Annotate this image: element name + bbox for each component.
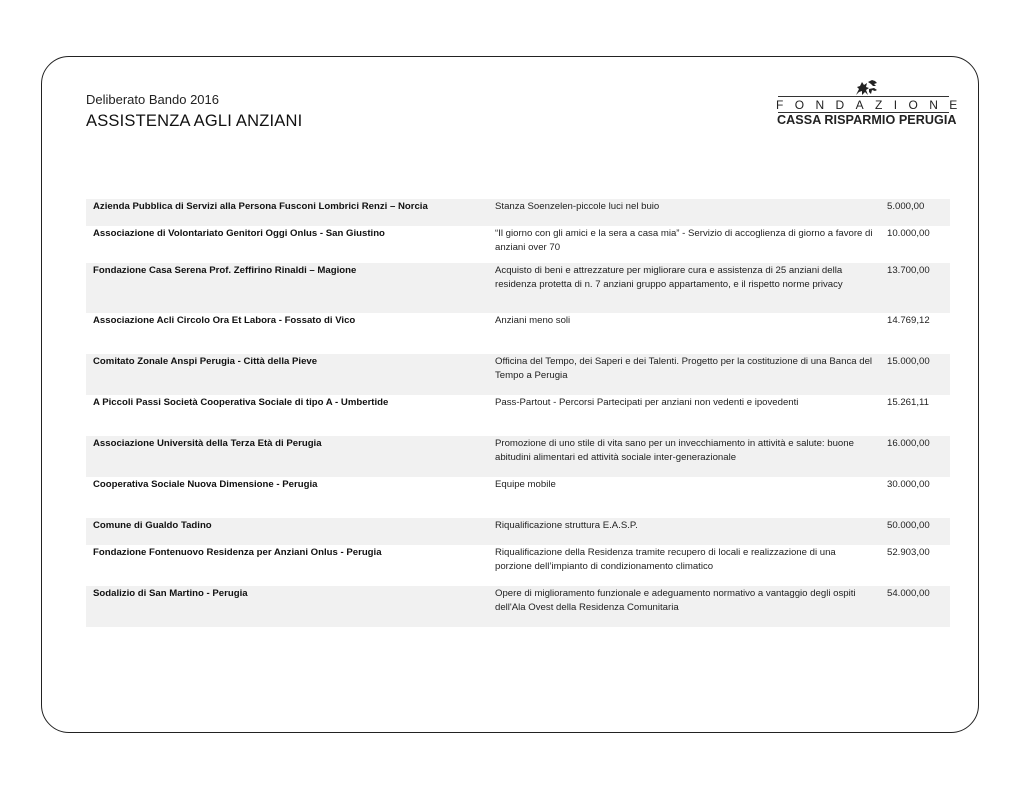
grant-project: Officina del Tempo, dei Saperi e dei Talenti. Progetto per la costituzione di una Banca del Tempo a Perugia [495,356,873,381]
grant-project: Riqualificazione della Residenza tramite recupero di locali e realizzazione di una porzione dell’impianto di condizionamento climatico [495,547,836,572]
logo-word: FONDAZIONE [776,98,969,112]
grant-amount: 54.000,00 [887,588,930,599]
foundation-logo [776,80,969,130]
grant-project: Promozione di uno stile di vita sano per un invecchiamento in attività e salute: buone abitudini alimentari ed attività sociale inter-generazionale [495,438,854,463]
logo-rule-top [778,96,949,97]
grant-project: Equipe mobile [495,479,556,490]
table-row [86,436,950,477]
table-row [86,199,950,226]
table-row [86,545,950,586]
grant-amount: 15.000,00 [887,356,930,367]
grant-organization: A Piccoli Passi Società Cooperativa Sociale di tipo A - Umbertide [93,397,389,408]
grant-amount: 52.903,00 [887,547,930,558]
grant-project: Pass-Partout - Percorsi Partecipati per anziani non vedenti e ipovedenti [495,397,799,408]
grants-table [86,199,950,627]
table-row [86,518,950,545]
table-row [86,395,950,436]
grant-amount: 14.769,12 [887,315,930,326]
grant-organization: Associazione Acli Circolo Ora Et Labora - Fossato di Vico [93,315,356,326]
table-row [86,477,950,518]
page-heading [86,92,302,132]
grant-project: Anziani meno soli [495,315,571,326]
table-row [86,226,950,263]
table-row [86,586,950,627]
grant-organization: Azienda Pubblica di Servizi alla Persona Fusconi Lombrici Renzi – Norcia [93,201,428,212]
grant-amount: 30.000,00 [887,479,930,490]
grant-organization: Comitato Zonale Anspi Perugia - Città della Pieve [93,356,318,367]
grant-organization: Associazione Università della Terza Età di Perugia [93,438,322,449]
table-row [86,354,950,395]
griffin-icon [853,80,879,96]
grant-project: Opere di miglioramento funzionale e adeguamento normativo a vantaggio degli ospiti dell'Ala Ovest della Residenza Comunitaria [495,588,856,613]
grant-organization: Fondazione Casa Serena Prof. Zeffirino Rinaldi – Magione [93,265,357,276]
grant-organization: Fondazione Fontenuovo Residenza per Anziani Onlus - Perugia [93,547,382,558]
grant-project: Stanza Soenzelen-piccole luci nel buio [495,201,660,212]
page-subtitle: Deliberato Bando 2016 [86,92,219,107]
table-row [86,263,950,313]
grant-amount: 5.000,00 [887,201,925,212]
grant-amount: 16.000,00 [887,438,930,449]
grant-organization: Associazione di Volontariato Genitori Oggi Onlus - San Giustino [93,228,385,239]
grant-amount: 50.000,00 [887,520,930,531]
grant-amount: 10.000,00 [887,228,930,239]
grant-organization: Comune di Gualdo Tadino [93,520,212,531]
logo-name: CASSA RISPARMIO PERUGIA [777,113,957,127]
grant-project: “Il giorno con gli amici e la sera a casa mia” - Servizio di accoglienza di giorno a favore di anziani over 70 [495,228,873,253]
grant-project: Riqualificazione struttura E.A.S.P. [495,520,638,531]
grant-amount: 15.261,11 [887,397,929,408]
grant-project: Acquisto di beni e attrezzature per migliorare cura e assistenza di 25 anziani della residenza protetta di n. 7 anziani gruppo appartamento, e il rispetto norme privacy [495,265,843,290]
grant-amount: 13.700,00 [887,265,930,276]
table-row [86,313,950,354]
page-title: ASSISTENZA AGLI ANZIANI [86,112,303,130]
grant-organization: Sodalizio di San Martino - Perugia [93,588,248,599]
grant-organization: Cooperativa Sociale Nuova Dimensione - Perugia [93,479,318,490]
